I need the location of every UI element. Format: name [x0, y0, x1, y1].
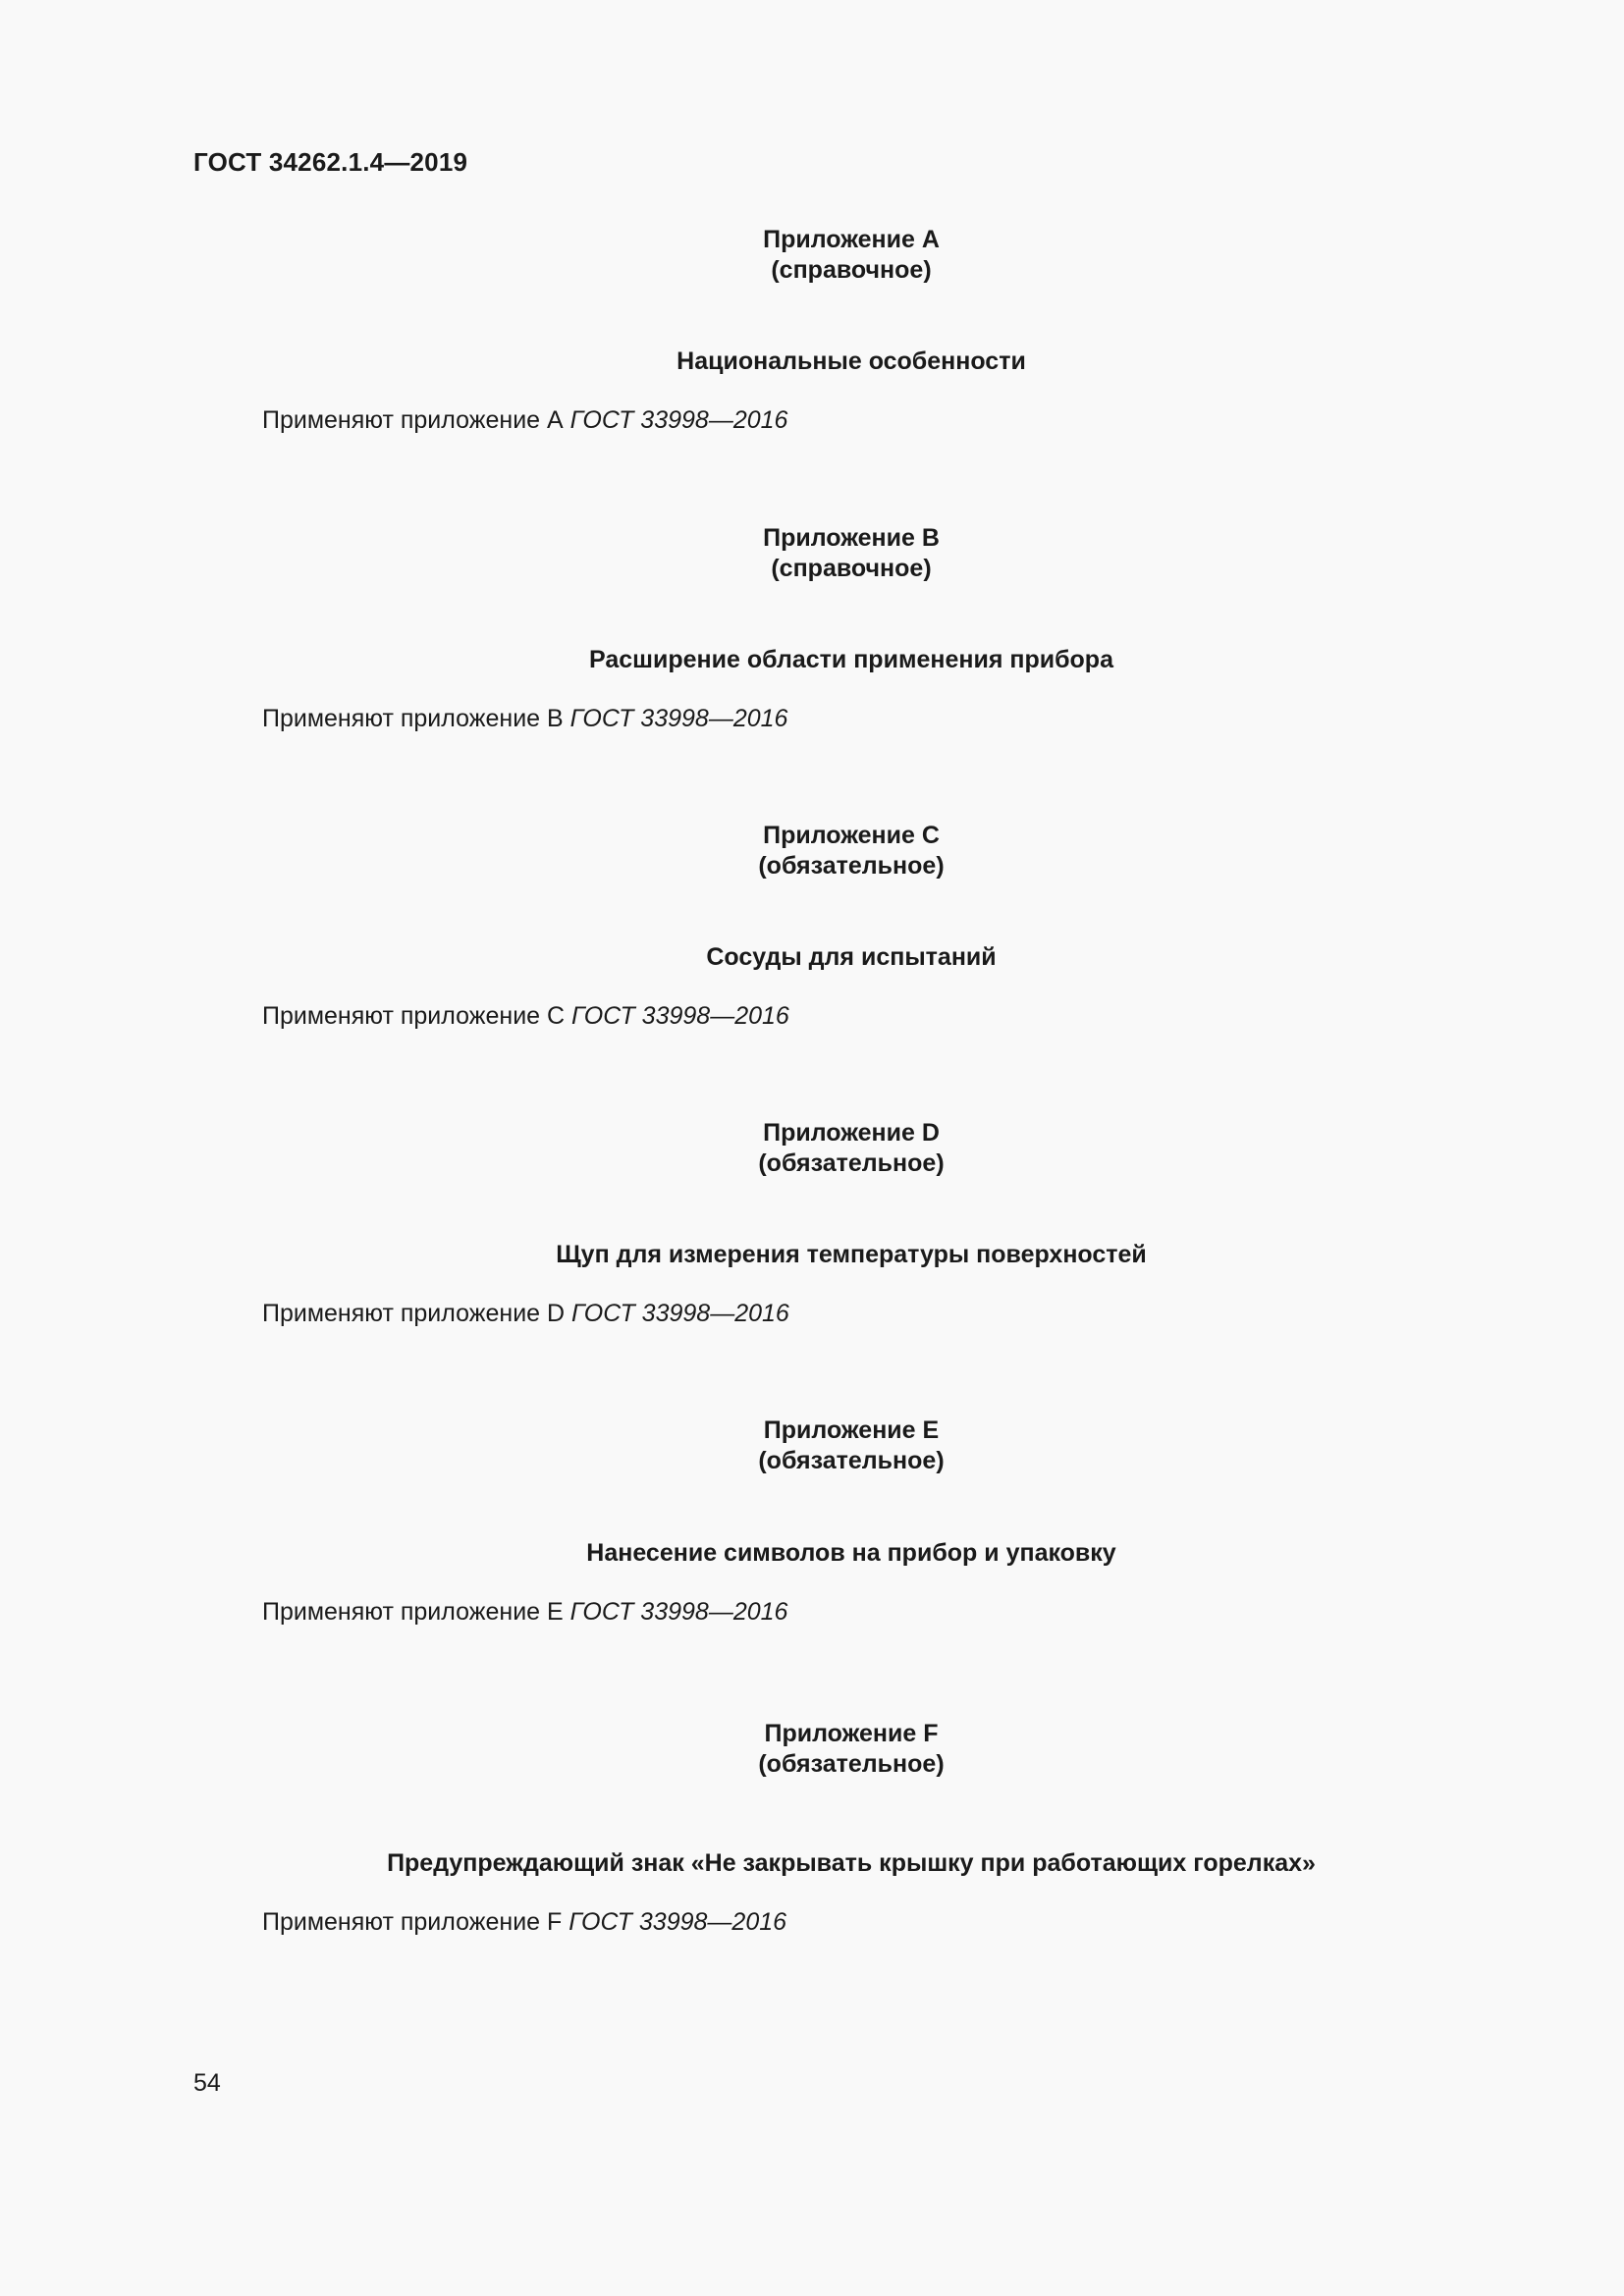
- annex-body-reference: ГОСТ 33998—2016: [568, 1908, 787, 1936]
- annex-body-text: Применяют приложение D: [262, 1300, 572, 1327]
- annex-heading: [557, 1118, 1146, 1179]
- annex-title: Щуп для измерения температуры поверхностей: [556, 1241, 1147, 1268]
- annex-heading: [557, 1719, 1146, 1780]
- annex-title: Расширение области применения прибора: [589, 646, 1113, 673]
- annex-status: (обязательное): [758, 1447, 945, 1474]
- annex-status: (обязательное): [758, 1750, 945, 1778]
- annex-heading: [557, 1415, 1146, 1476]
- annex-body-reference: ГОСТ 33998—2016: [571, 1002, 789, 1030]
- annex-body-text: Применяют приложение С: [262, 1002, 572, 1030]
- annex-label: Приложение E: [763, 1416, 940, 1444]
- annex-label: Приложение C: [763, 822, 940, 849]
- annex-heading: [557, 821, 1146, 881]
- annex-label: Приложение B: [763, 524, 940, 552]
- annex-body: [262, 1597, 787, 1628]
- annex-body: [262, 1907, 786, 1938]
- annex-label: Приложение F: [764, 1720, 939, 1747]
- annex-status: (справочное): [771, 555, 932, 582]
- annex-label: Приложение A: [763, 226, 940, 253]
- annex-heading: [557, 225, 1146, 286]
- document-header: ГОСТ 34262.1.4—2019: [193, 147, 468, 177]
- annex-body: [262, 1001, 789, 1032]
- annex-heading: [557, 523, 1146, 584]
- annex-body: [262, 405, 787, 436]
- annex-label: Приложение D: [763, 1119, 940, 1147]
- annex-body-reference: ГОСТ 33998—2016: [571, 1300, 789, 1327]
- annex-title: Нанесение символов на прибор и упаковку: [586, 1539, 1116, 1567]
- annex-body-reference: ГОСТ 33998—2016: [569, 406, 788, 434]
- annex-body-text: Применяют приложение Е: [262, 1598, 570, 1626]
- annex-body-reference: ГОСТ 33998—2016: [569, 705, 788, 732]
- annex-body: [262, 704, 787, 734]
- annex-title: Предупреждающий знак «Не закрывать крышку при работающих горелках»: [387, 1849, 1316, 1877]
- annex-status: (обязательное): [758, 1149, 945, 1177]
- annex-status: (справочное): [771, 256, 932, 284]
- page-number: 54: [193, 2069, 221, 2097]
- annex-title: Национальные особенности: [677, 347, 1026, 375]
- annex-body: [262, 1299, 789, 1329]
- annex-title: Сосуды для испытаний: [706, 943, 997, 971]
- annex-body-text: Применяют приложение А: [262, 406, 570, 434]
- annex-status: (обязательное): [758, 852, 945, 880]
- annex-body-text: Применяют приложение В: [262, 705, 570, 732]
- annex-body-text: Применяют приложение F: [262, 1908, 569, 1936]
- annex-body-reference: ГОСТ 33998—2016: [569, 1598, 788, 1626]
